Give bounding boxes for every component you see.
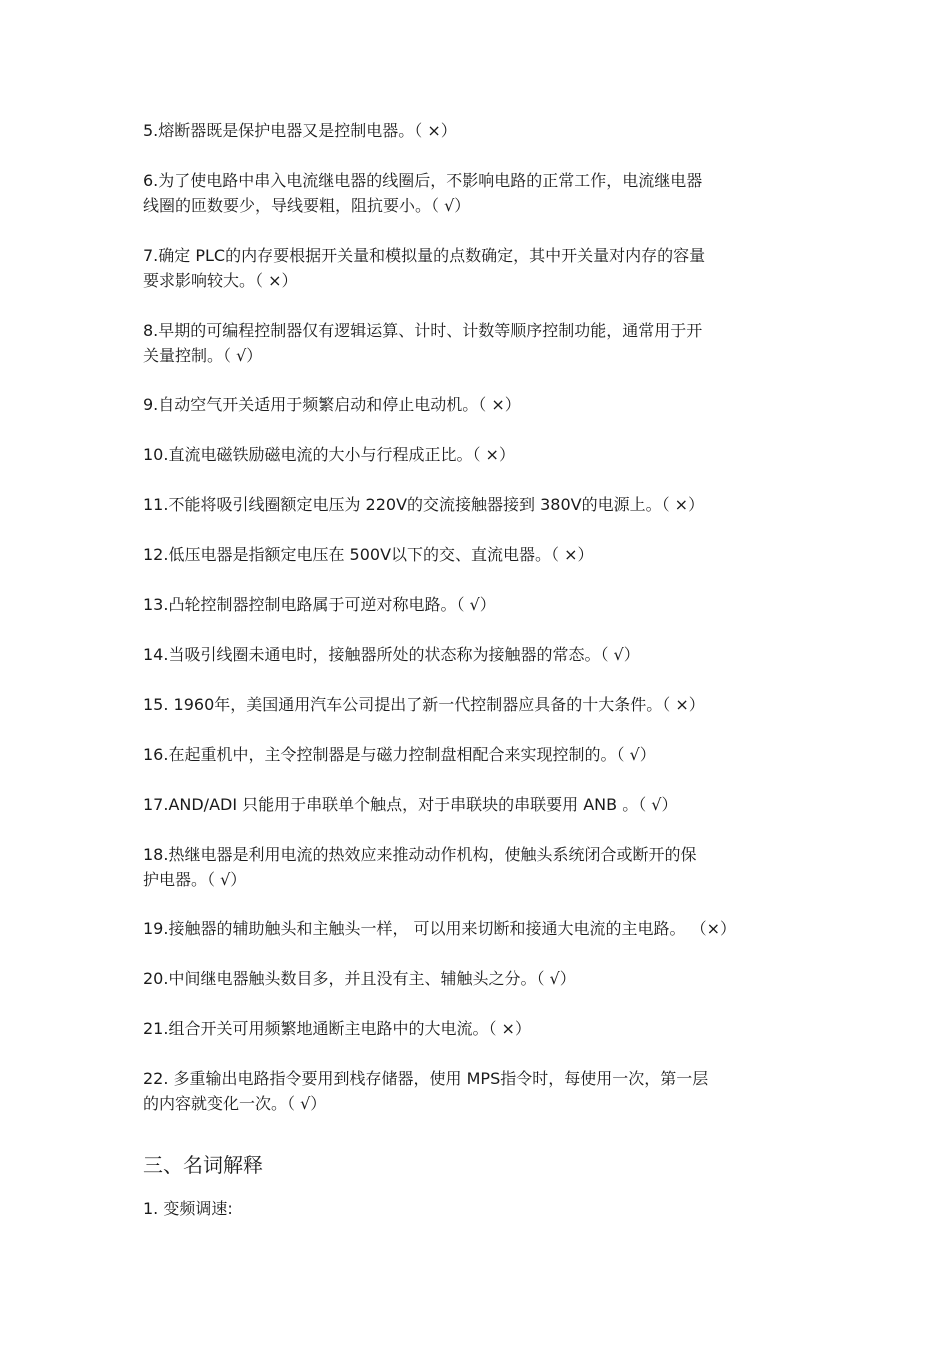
item-line: 17.AND/ADI 只能用于串联单个触点，对于串联块的串联要用 ANB 。（ √） — [143, 795, 678, 814]
true-false-item-8 — [143, 318, 823, 368]
item-line: 16.在起重机中，主令控制器是与磁力控制盘相配合来实现控制的。（ √） — [143, 745, 656, 764]
item-line: 要求影响较大。（ ×） — [143, 271, 298, 290]
item-line: 6.为了使电路中串入电流继电器的线圈后，不影响电路的正常工作，电流继电器 — [143, 171, 703, 190]
item-line: 11.不能将吸引线圈额定电压为 220V的交流接触器接到 380V的电源上。（ ×） — [143, 495, 705, 514]
item-line: 9.自动空气开关适用于频繁启动和停止电动机。（ ×） — [143, 395, 521, 414]
item-line: 护电器。（ √） — [143, 870, 247, 889]
item-line: 19.接触器的辅助触头和主触头一样， 可以用来切断和接通大电流的主电路。 （×） — [143, 919, 737, 938]
item-line: 20.中间继电器触头数目多，并且没有主、辅触头之分。（ √） — [143, 969, 576, 988]
definition-item-1: 1. 变频调速: — [143, 1199, 233, 1218]
true-false-item-22 — [143, 1066, 823, 1116]
true-false-item-5 — [143, 118, 823, 143]
item-line: 线圈的匝数要少，导线要粗，阻抗要小。（ √） — [143, 196, 471, 215]
item-line: 的内容就变化一次。（ √） — [143, 1094, 327, 1113]
true-false-item-7 — [143, 243, 823, 293]
true-false-item-21 — [143, 1016, 823, 1041]
item-line: 12.低压电器是指额定电压在 500V以下的交、直流电器。（ ×） — [143, 545, 594, 564]
item-line: 8.早期的可编程控制器仅有逻辑运算、计时、计数等顺序控制功能，通常用于开 — [143, 321, 703, 340]
item-line: 15. 1960年，美国通用汽车公司提出了新一代控制器应具备的十大条件。（ ×） — [143, 695, 705, 714]
true-false-item-14 — [143, 642, 823, 667]
item-line: 14.当吸引线圈未通电时，接触器所处的状态称为接触器的常态。（ √） — [143, 645, 640, 664]
true-false-item-13 — [143, 592, 823, 617]
item-line: 21.组合开关可用频繁地通断主电路中的大电流。（ ×） — [143, 1019, 531, 1038]
true-false-item-6 — [143, 168, 823, 218]
true-false-item-15 — [143, 692, 823, 717]
item-line: 7.确定 PLC的内存要根据开关量和模拟量的点数确定，其中开关量对内存的容量 — [143, 246, 706, 265]
true-false-item-16 — [143, 742, 823, 767]
item-line: 13.凸轮控制器控制电路属于可逆对称电路。（ √） — [143, 595, 496, 614]
true-false-item-11 — [143, 492, 823, 517]
item-line: 22. 多重输出电路指令要用到栈存储器，使用 MPS指令时，每使用一次，第一层 — [143, 1069, 709, 1088]
true-false-item-18 — [143, 842, 823, 892]
true-false-item-19 — [143, 916, 823, 941]
item-line: 18.热继电器是利用电流的热效应来推动动作机构，使触头系统闭合或断开的保 — [143, 845, 697, 864]
true-false-item-10 — [143, 442, 823, 467]
item-line: 10.直流电磁铁励磁电流的大小与行程成正比。（ ×） — [143, 445, 515, 464]
true-false-item-12 — [143, 542, 823, 567]
item-line: 5.熔断器既是保护电器又是控制电器。（ ×） — [143, 121, 457, 140]
true-false-item-20 — [143, 966, 823, 991]
item-line: 关量控制。（ √） — [143, 346, 263, 365]
true-false-item-9 — [143, 392, 823, 417]
true-false-item-17 — [143, 792, 823, 817]
section-heading: 三、名词解释 — [143, 1153, 263, 1177]
